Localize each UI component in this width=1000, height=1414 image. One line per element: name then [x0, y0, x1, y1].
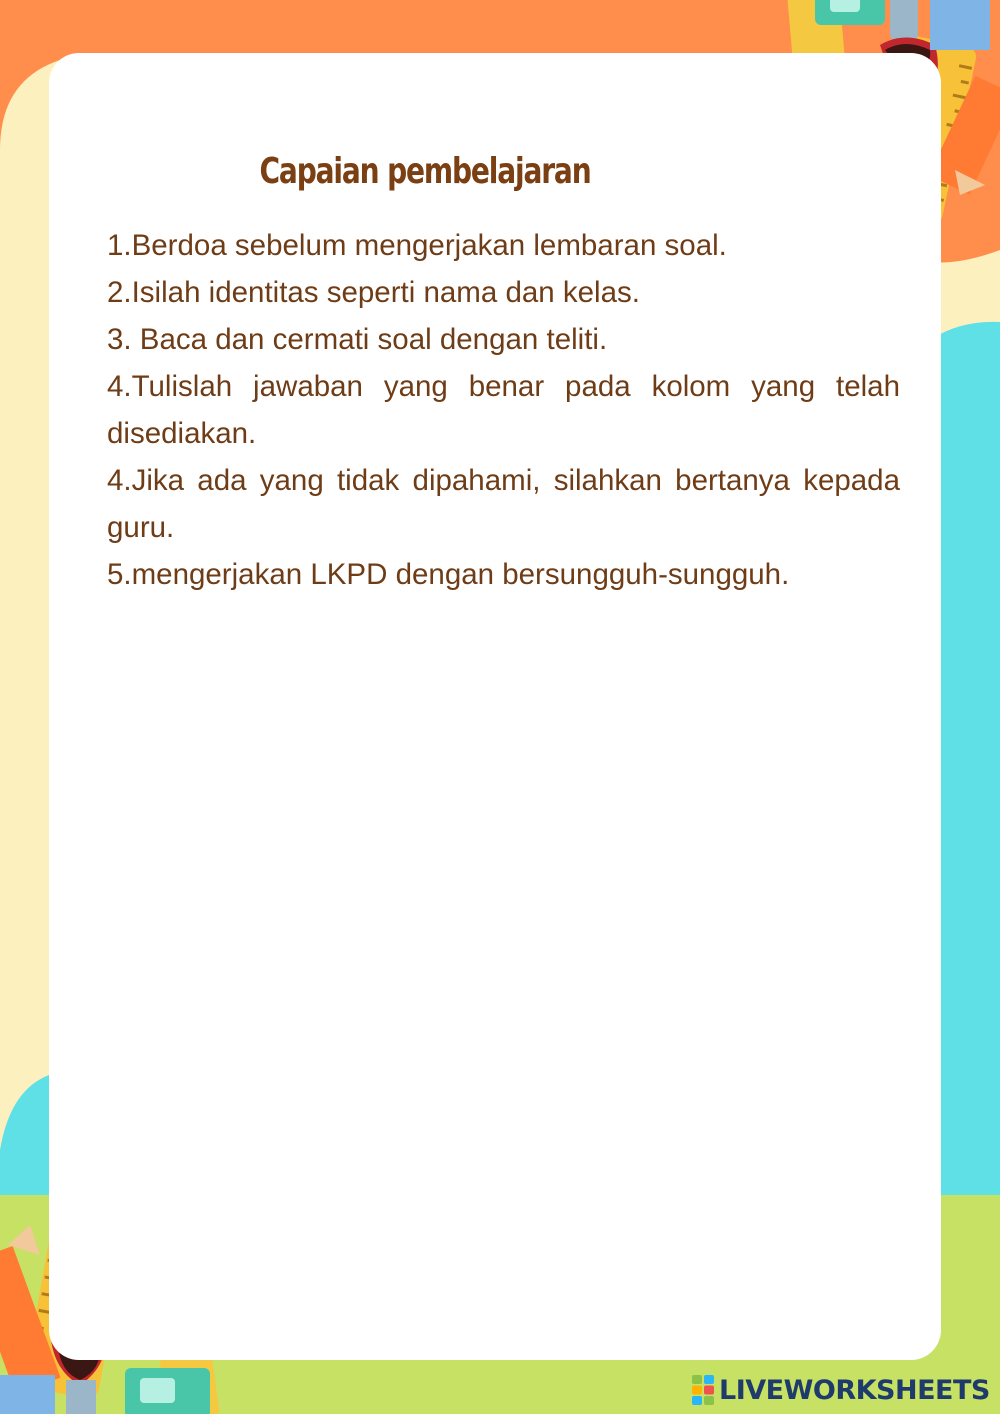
brand-text: LIVEWORKSHEETS [719, 1374, 990, 1406]
list-item: 3. Baca dan cermati soal dengan teliti. [107, 323, 608, 356]
sharpener-icon [815, 0, 885, 25]
page-title: Capaian pembelajaran [259, 151, 591, 193]
liveworksheets-brand [692, 1373, 990, 1407]
instruction-list [107, 222, 900, 598]
list-item: 1.Berdoa sebelum mengerjakan lembaran soal. [107, 229, 727, 262]
list-item: 2.Isilah identitas seperti nama dan kelas. [107, 276, 640, 309]
list-item: 4.Tulislah jawaban yang benar pada kolom yang telah disediakan. [107, 370, 900, 450]
liveworksheets-logo-icon [692, 1375, 714, 1405]
sharpener-icon [125, 1368, 210, 1414]
list-item: 4.Jika ada yang tidak dipahami, silahkan bertanya kepada guru. [107, 464, 900, 544]
list-item: 5.mengerjakan LKPD dengan bersungguh-sungguh. [107, 558, 790, 591]
